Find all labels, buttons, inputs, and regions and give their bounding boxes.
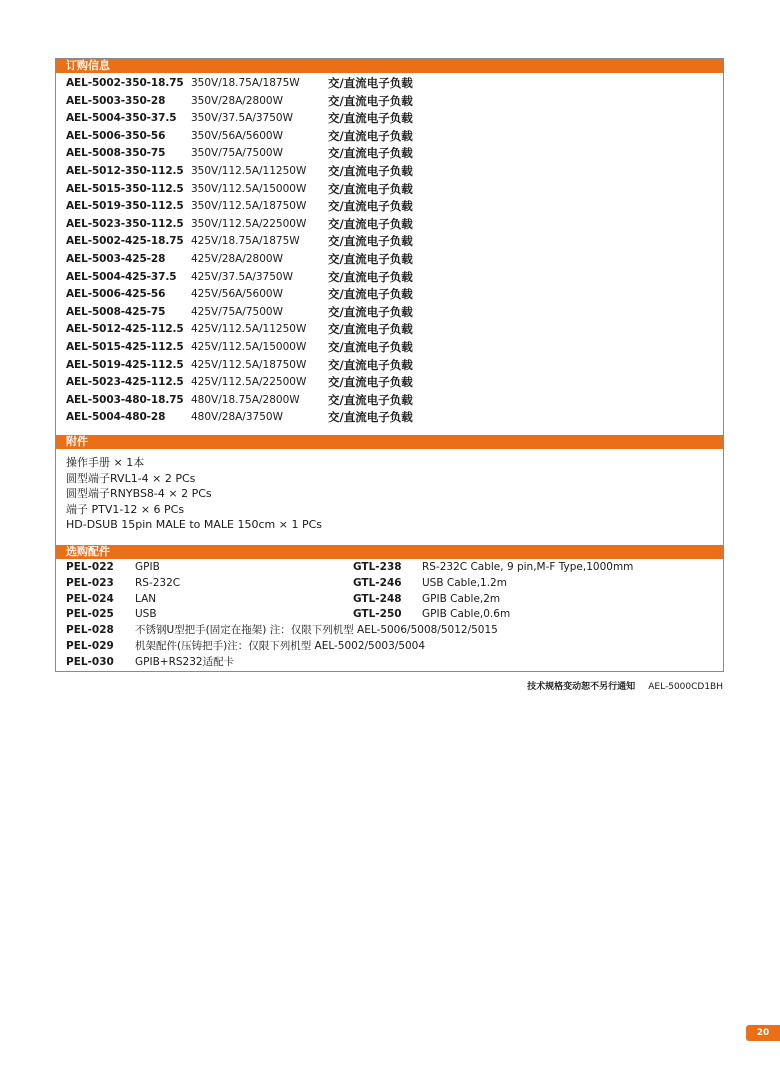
option-code: GTL-250: [353, 608, 402, 621]
model-code: AEL-5015-350-112.5: [66, 182, 184, 195]
model-code: AEL-5006-350-56: [66, 129, 166, 142]
model-description: 交/直流电子负载: [328, 181, 413, 196]
option-description: GPIB Cable,0.6m: [422, 608, 511, 621]
model-spec: 425V/18.75A/1875W: [191, 235, 300, 248]
model-code: AEL-5008-425-75: [66, 305, 166, 318]
model-description: 交/直流电子负载: [328, 304, 413, 319]
model-row: [56, 409, 723, 426]
model-code: AEL-5002-425-18.75: [66, 235, 184, 248]
page-number: 20: [746, 1025, 780, 1041]
model-spec: 425V/37.5A/3750W: [191, 270, 293, 283]
model-code: AEL-5019-350-112.5: [66, 200, 184, 213]
model-description: 交/直流电子负载: [328, 410, 413, 425]
model-code: AEL-5004-425-37.5: [66, 270, 177, 283]
model-row: [56, 339, 723, 356]
accessory-item: 操作手册 × 1本: [66, 456, 145, 469]
options-header: 选购配件: [56, 545, 723, 559]
model-description: 交/直流电子负载: [328, 269, 413, 284]
model-spec: 350V/112.5A/18750W: [191, 200, 307, 213]
model-row: [56, 93, 723, 110]
accessory-item: 圆型端子RVL1-4 × 2 PCs: [66, 471, 196, 485]
model-code: AEL-5003-425-28: [66, 253, 166, 265]
model-row: [56, 216, 723, 233]
model-description: 交/直流电子负载: [328, 111, 413, 126]
model-row: [56, 251, 723, 268]
model-row: [56, 269, 723, 286]
model-row: [56, 181, 723, 198]
option-description: GPIB Cable,2m: [422, 592, 501, 605]
model-spec: 350V/37.5A/3750W: [191, 112, 293, 125]
option-description: GPIB+RS232适配卡: [135, 655, 235, 668]
model-code: AEL-5002-350-18.75: [66, 77, 184, 89]
ordering-header: 订购信息: [56, 59, 723, 73]
model-row: [56, 128, 723, 145]
model-row: [56, 233, 723, 250]
model-description: 交/直流电子负载: [328, 164, 413, 178]
option-description: GPIB: [135, 561, 160, 573]
accessory-item: 端子 PTV1-12 × 6 PCs: [66, 502, 185, 516]
model-description: 交/直流电子负载: [328, 128, 413, 143]
model-spec: 350V/112.5A/22500W: [191, 217, 307, 230]
option-description: USB Cable,1.2m: [422, 576, 507, 589]
option-description: RS-232C Cable, 9 pin,M-F Type,1000mm: [422, 561, 634, 573]
model-code: AEL-5019-425-112.5: [66, 358, 184, 371]
model-row: [56, 75, 723, 92]
option-code: GTL-238: [353, 561, 402, 573]
model-description: 交/直流电子负载: [328, 252, 413, 266]
model-spec: 425V/112.5A/11250W: [191, 323, 307, 336]
accessory-item: 圆型端子RNYBS8-4 × 2 PCs: [66, 487, 212, 501]
model-spec: 425V/28A/2800W: [191, 253, 283, 265]
accessories-header: 附件: [56, 435, 723, 449]
model-description: 交/直流电子负载: [328, 216, 413, 231]
model-spec: 350V/28A/2800W: [191, 94, 283, 107]
model-code: AEL-5006-425-56: [66, 288, 166, 301]
model-code: AEL-5003-350-28: [66, 94, 166, 107]
model-description: 交/直流电子负载: [328, 199, 413, 214]
option-code: PEL-030: [66, 655, 114, 668]
model-code: AEL-5008-350-75: [66, 147, 166, 160]
model-code: AEL-5004-480-28: [66, 411, 166, 424]
model-row: [56, 145, 723, 162]
model-description: 交/直流电子负载: [328, 375, 413, 390]
model-spec: 350V/75A/7500W: [191, 147, 283, 160]
option-code: PEL-022: [66, 561, 114, 573]
ordering-info-table: [55, 58, 724, 672]
model-row: [56, 321, 723, 338]
model-row: [56, 374, 723, 391]
model-spec: 350V/112.5A/15000W: [191, 182, 307, 195]
model-code: AEL-5004-350-37.5: [66, 112, 177, 125]
option-code: GTL-246: [353, 576, 402, 589]
model-description: 交/直流电子负载: [328, 76, 413, 90]
option-code: PEL-028: [66, 624, 114, 637]
model-spec: 425V/112.5A/22500W: [191, 376, 307, 389]
option-description: LAN: [135, 592, 157, 605]
model-row: [56, 357, 723, 374]
model-code: AEL-5012-350-112.5: [66, 165, 184, 177]
option-description: 不锈钢U型把手(固定在拖架) 注：仅限下列机型 AEL-5006/5008/5012/5015: [135, 624, 498, 637]
model-row: [56, 163, 723, 180]
model-row: [56, 392, 723, 409]
model-spec: 425V/112.5A/15000W: [191, 341, 307, 353]
model-spec: 425V/112.5A/18750W: [191, 358, 307, 371]
model-code: AEL-5023-350-112.5: [66, 217, 184, 230]
model-row: [56, 110, 723, 127]
option-description: RS-232C: [135, 576, 181, 589]
model-code: AEL-5023-425-112.5: [66, 376, 184, 389]
model-code: AEL-5015-425-112.5: [66, 341, 184, 353]
option-code: PEL-029: [66, 640, 114, 652]
model-spec: 480V/28A/3750W: [191, 411, 283, 424]
model-spec: 480V/18.75A/2800W: [191, 393, 300, 406]
model-row: [56, 286, 723, 303]
document-id: AEL-5000CD1BH: [648, 682, 723, 692]
option-description: USB: [135, 608, 157, 621]
option-code: PEL-024: [66, 592, 114, 605]
option-code: PEL-023: [66, 576, 114, 589]
footer-note: [527, 679, 723, 692]
model-spec: 350V/18.75A/1875W: [191, 77, 300, 89]
model-row: [56, 304, 723, 321]
model-code: AEL-5003-480-18.75: [66, 393, 184, 406]
model-spec: 425V/56A/5600W: [191, 288, 283, 301]
model-spec: 425V/75A/7500W: [191, 305, 283, 318]
spec-change-notice: 技术规格变动恕不另行通知: [527, 682, 636, 692]
model-description: 交/直流电子负载: [328, 392, 413, 407]
option-description: 机架配件(压铸把手)注：仅限下列机型 AEL-5002/5003/5004: [135, 640, 426, 652]
accessory-item: HD-DSUB 15pin MALE to MALE 150cm × 1 PCs: [66, 518, 322, 532]
model-description: 交/直流电子负载: [328, 357, 413, 372]
model-spec: 350V/112.5A/11250W: [191, 165, 307, 177]
model-spec: 350V/56A/5600W: [191, 129, 283, 142]
model-description: 交/直流电子负载: [328, 322, 413, 337]
model-description: 交/直流电子负载: [328, 234, 413, 249]
model-description: 交/直流电子负载: [328, 287, 413, 302]
model-description: 交/直流电子负载: [328, 340, 413, 354]
model-description: 交/直流电子负载: [328, 93, 413, 108]
option-code: PEL-025: [66, 608, 114, 621]
model-description: 交/直流电子负载: [328, 146, 413, 161]
model-code: AEL-5012-425-112.5: [66, 323, 184, 336]
model-row: [56, 198, 723, 215]
option-code: GTL-248: [353, 592, 402, 605]
